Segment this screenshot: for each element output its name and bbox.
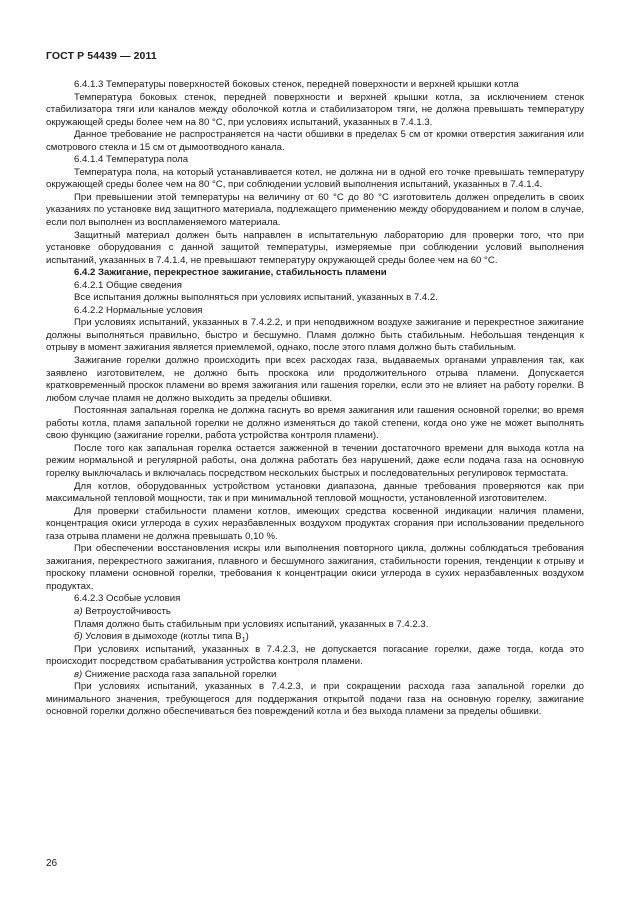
paragraph: При условиях испытаний, указанных в 7.4.2.2, и при неподвижном воздухе зажигание и перекрестное зажигание должны выполняться правильно, быстро и бесшумно. Пламя должно быть стабильным. Небольшая тенденция к отрыву в момент зажигания является приемлемой, однако, после этого пламя должно быть стабильным. [46, 317, 584, 354]
paragraph: После того как запальная горелка остается зажженной в течении достаточного времени для выхода котла на режим нормальной и регулярной работы, она должна работать без нарушений, даже если подача газа на основную горелку выключалась и включалась посредством нескольких быстрых и последовательных регулировок термостата. [46, 442, 584, 479]
list-marker: б) [74, 631, 83, 643]
list-item-suffix: ) [245, 631, 249, 643]
paragraph: Постоянная запальная горелка не должна гаснуть во время зажигания или гашения основной горелки; во время работы котла, пламя запальной горелки не должно изменяться до такой степени, когда оно уже не может выполнять свою функцию (зажигание горелки, работа устройства контроля пламени). [46, 405, 584, 442]
list-item-text: Ветроустойчивость [82, 605, 171, 617]
list-item-text: Снижение расхода газа запальной горелки [82, 668, 277, 680]
page-number: 26 [46, 858, 58, 869]
paragraph: Для котлов, оборудованных устройством установки диапазона, данные требования проверяются как при максимальной тепловой мощности, так и при минимальной тепловой мощности, установленной изготовителем. [46, 480, 584, 505]
paragraph: Пламя должно быть стабильным при условиях испытаний, указанных в 7.4.2.3. [74, 618, 429, 630]
paragraph: Данное требование не распространяется на части обшивки в пределах 5 см от кромки отверстия зажигания или смотрового стекла и 15 см от дымоотводного канала. [46, 129, 584, 153]
paragraph: При превышении этой температуры на величину от 60 °С до 80 °С изготовитель должен определить в своих указаниях по установке вид защитного материала, подлежащего применению между оборудованием и полом в случае, если пол выполнен из воспламеняемого материала. [46, 191, 584, 229]
paragraph: 6.4.2.3 Особые условия [74, 593, 181, 605]
document-header: ГОСТ Р 54439 — 2011 [46, 50, 157, 62]
list-item [46, 606, 584, 619]
list-item [46, 669, 584, 682]
document-body [46, 79, 584, 719]
paragraph: 6.4.2.2 Нормальные условия [74, 304, 203, 316]
paragraph: Зажигание горелки должно происходить при всех расходах газа, выдаваемых органами управления так, как заявлено изготовителем, не должно быть проскока или продолжительного отрыва пламени. Допускается кратковременный проскок пламени во время зажигания или гашения горелки, если это не влияет на работу горелки. В любом случае пламя не должно выходить за пределы обшивки. [46, 355, 584, 404]
paragraph: При условиях испытаний, указанных в 7.4.2.3, не допускается погасание горелки, даже тогда, когда это происходит посредством срабатывания устройства контроля пламени. [46, 643, 584, 668]
section-heading: 6.4.2 Зажигание, перекрестное зажигание, стабильность пламени [74, 267, 387, 279]
paragraph: 6.4.2.1 Общие сведения [74, 279, 182, 291]
paragraph: 6.4.1.3 Температуры поверхностей боковых стенок, передней поверхности и верхней крышки котла [74, 79, 519, 90]
paragraph: Температура боковых стенок, передней поверхности и верхней крышки котла, за исключением стенок стабилизатора тяги или каналов между оболочкой котла и стабилизатором тяги, не должна превышать температуру окружающей среды более чем на 80 °С, при условиях испытаний, указанных в 7.4.1.3. [46, 91, 584, 128]
list-item-text: Условия в дымоходе (котлы типа В [82, 631, 242, 643]
paragraph: Защитный материал должен быть направлен в испытательную лабораторию для проверки того, что при установке оборудования с данной защитой температуры, измеряемые при соблюдении условий выполнения испытаний, указанных в 7.4.1.4, не превышают температуру окружающей среды более чем на 60 °С. [46, 229, 584, 266]
paragraph: При обеспечении восстановления искры или выполнения повторного цикла, должны соблюдаться требования зажигания, перекрестного зажигания, плавного и бесшумного зажигания, стабильности горения, тенденции к отрыву и проскоку пламени основной горелки, требования к концентрации окиси углерода в сухих неразбавленных воздухом продуктах. [46, 543, 584, 592]
paragraph: Температура пола, на который устанавливается котел, не должна ни в одной его точке превышать температуру окружающей среды более чем на 80 °С, при соблюдении условий выполнения испытаний, указанных в 7.4.1.4. [46, 166, 584, 191]
paragraph: При условиях испытаний, указанных в 7.4.2.3, и при сокращении расхода газа запальной горелки до минимального значения, требующегося для поддержания открытой подачи газа на основную горелку, зажигание основной горелки должно обеспечиваться без повреждений котла и без выхода пламени за пределы обшивки. [46, 681, 584, 718]
list-marker: в) [74, 668, 83, 680]
list-marker: а) [74, 605, 83, 617]
paragraph: 6.4.1.4 Температура пола [74, 154, 189, 166]
paragraph: Для проверки стабильности пламени котлов, имеющих средства косвенной индикации наличия пламени, концентрация окиси углерода в сухих неразбавленных воздухом продуктах сгорания при использовании предельного газа отрыва пламени не должна превышать 0,10 %. [46, 505, 584, 542]
list-item [46, 631, 584, 644]
paragraph: Все испытания должны выполняться при условиях испытаний, указанных в 7.4.2. [74, 292, 438, 304]
subscript: 1 [241, 636, 246, 644]
